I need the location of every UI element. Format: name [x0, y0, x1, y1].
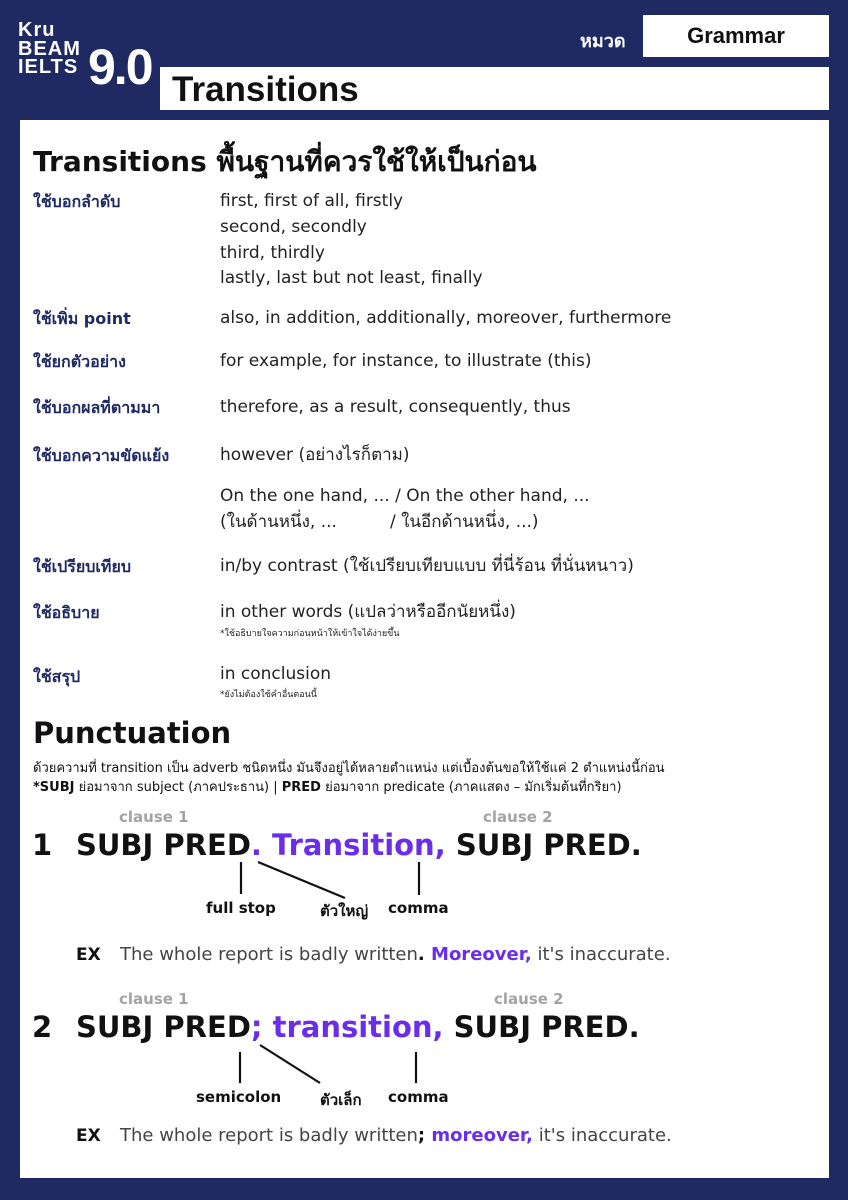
row-value: third, thirdly [220, 243, 325, 263]
annotation-comma: comma [388, 899, 449, 917]
example-sentence [120, 944, 671, 965]
example-after: it's inaccurate. [531, 944, 671, 965]
pattern-formula [76, 1010, 640, 1044]
logo-line2: BEAM [18, 38, 81, 60]
clause2-label: clause 2 [483, 808, 553, 826]
annotation-comma: comma [388, 1088, 449, 1106]
row-value: in/by contrast (ใช้เปรียบเทียบแบบ ที่นี่ร้อน ที่นั่นหนาว) [220, 556, 634, 576]
pattern-transition: . Transition, [250, 828, 446, 862]
section2-intro: ด้วยความที่ transition เป็น adverb ชนิดหนึ่ง มันจึงอยู่ได้หลายตำแหน่ง แต่เบื้องต้นขอให้ใช้แค่ 2 ตำแหน่งนี้ก่อน [33, 761, 665, 776]
annotation-uppercase: ตัวใหญ่ [320, 902, 369, 920]
pattern-before: SUBJ PRED [76, 1010, 251, 1044]
row-value: however (อย่างไรก็ตาม) [220, 445, 410, 465]
example-before: The whole report is badly written [120, 944, 418, 965]
row-value: second, secondly [220, 217, 367, 237]
section2-abbrev [33, 776, 622, 797]
logo-line1: Kru [18, 19, 56, 41]
example-transition: moreover, [425, 1125, 533, 1146]
row-label-add-point: ใช้เพิ่ม point [33, 309, 131, 328]
row-value: lastly, last but not least, finally [220, 268, 483, 288]
row-value: in other words (แปลว่าหรืออีกนัยหนึ่ง) [220, 602, 516, 622]
example-after: it's inaccurate. [532, 1125, 672, 1146]
row-label-sequence: ใช้บอกลำดับ [33, 192, 121, 211]
page-title-bar [160, 67, 829, 110]
row-label-result: ใช้บอกผลที่ตามมา [33, 398, 161, 417]
clause1-label: clause 1 [119, 990, 189, 1008]
example-punct: . [417, 944, 425, 965]
annotation-semicolon: semicolon [196, 1088, 282, 1106]
abbrev-pred: PRED [281, 780, 321, 795]
row-value: therefore, as a result, consequently, thus [220, 397, 571, 417]
clause2-label: clause 2 [494, 990, 564, 1008]
pattern-transition: ; transition, [250, 1010, 444, 1044]
row-label-conclude: ใช้สรุป [33, 667, 81, 686]
pointer-line [260, 1045, 320, 1083]
category-label: หมวด [580, 31, 626, 52]
row-label-explain: ใช้อธิบาย [33, 603, 100, 622]
row-value: for example, for instance, to illustrate (this) [220, 351, 592, 371]
page-title: Transitions [172, 70, 359, 109]
pattern-formula [76, 828, 642, 862]
example-punct: ; [417, 1125, 426, 1146]
pointer-line [258, 862, 345, 898]
abbrev-pred-desc: ย่อมาจาก predicate (ภาคแสดง – มักเริ่มต้นที่กริยา) [320, 780, 622, 795]
abbrev-subj: *SUBJ [33, 780, 75, 795]
example-transition: Moreover, [424, 944, 532, 965]
example-sentence [120, 1125, 672, 1146]
row-value: / ในอีกด้านหนึ่ง, ...) [390, 512, 539, 532]
row-value: also, in addition, additionally, moreover, furthermore [220, 308, 672, 328]
row-value: (ในด้านหนึ่ง, ... [220, 512, 337, 532]
clause1-label: clause 1 [119, 808, 189, 826]
annotation-full-stop: full stop [206, 899, 276, 917]
example-label: EX [76, 945, 101, 965]
row-label-compare: ใช้เปรียบเทียบ [33, 557, 131, 576]
pattern-before: SUBJ PRED [76, 828, 251, 862]
pattern-number: 1 [32, 828, 53, 862]
pattern-after: SUBJ PRED. [443, 1010, 640, 1044]
logo [18, 19, 152, 95]
logo-line3: IELTS [18, 56, 79, 78]
section2-heading: Punctuation [33, 716, 232, 750]
annotation-lowercase: ตัวเล็ก [320, 1091, 362, 1109]
example-label: EX [76, 1126, 101, 1146]
abbrev-subj-desc: ย่อมาจาก subject (ภาคประธาน) | [74, 780, 282, 795]
row-label-example: ใช้ยกตัวอย่าง [33, 352, 126, 371]
row-value: first, first of all, firstly [220, 191, 404, 211]
row-note: *ยังไม่ต้องใช้คำอื่นตอนนี้ [220, 690, 317, 700]
pattern-number: 2 [32, 1010, 53, 1044]
content-panel [20, 120, 829, 1178]
section1-heading: Transitions พื้นฐานที่ควรใช้ให้เป็นก่อน [33, 145, 537, 178]
row-label-contrast: ใช้บอกความขัดแย้ง [33, 446, 170, 465]
row-note: *ใช้อธิบายใจความก่อนหน้าให้เข้าใจได้ง่ายขึ้น [220, 629, 400, 639]
example-before: The whole report is badly written [120, 1125, 418, 1146]
row-value: On the one hand, ... / On the other hand, ... [220, 486, 590, 506]
logo-score: 9.0 [88, 39, 152, 95]
pattern-after: SUBJ PRED. [445, 828, 642, 862]
category-badge: Grammar [643, 15, 829, 57]
row-value: in conclusion [220, 664, 332, 684]
